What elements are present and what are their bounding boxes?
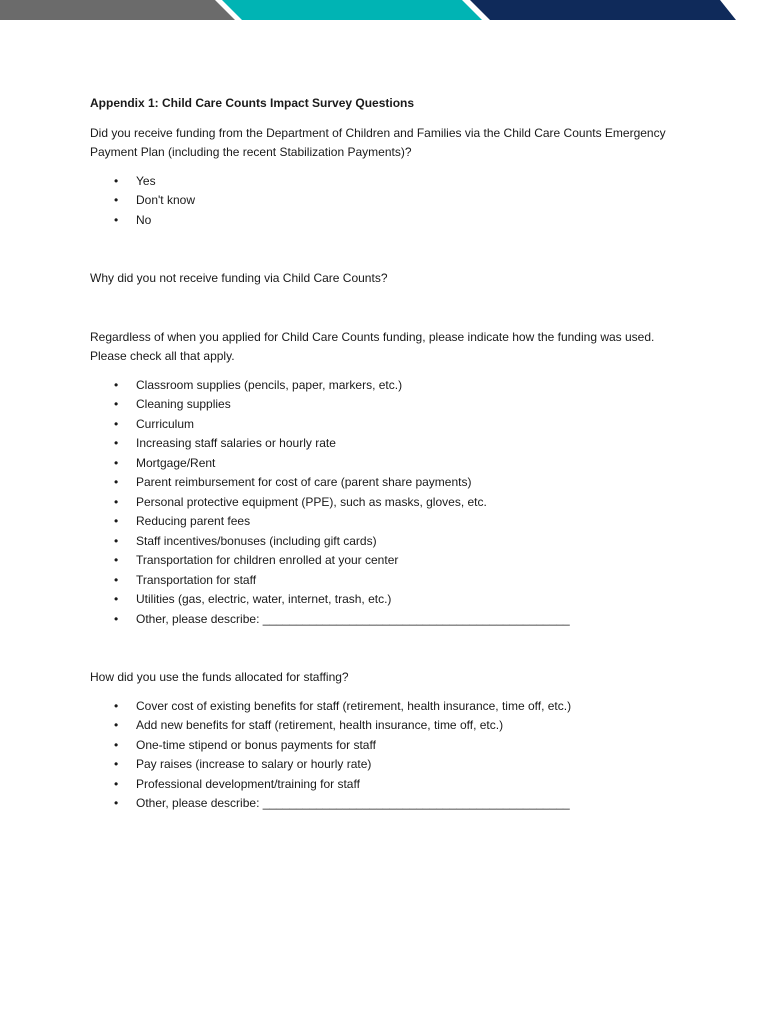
list-item: [90, 395, 690, 415]
list-item: [90, 736, 690, 756]
list-item: [90, 512, 690, 532]
bullet-icon: •: [114, 718, 119, 732]
bullet-icon: •: [114, 212, 119, 227]
option-label: Cleaning supplies: [136, 397, 231, 411]
list-item: [90, 434, 690, 454]
list-item: [90, 532, 690, 552]
option-label: Transportation for children enrolled at your center: [136, 553, 399, 567]
bullet-icon: •: [114, 173, 119, 188]
header-band-navy: [470, 0, 736, 20]
option-label: Yes: [136, 173, 156, 188]
bullet-icon: •: [114, 737, 119, 752]
question-2-text: Why did you not receive funding via Child Care Counts?: [90, 271, 388, 285]
list-item: [90, 211, 690, 231]
header-color-band: [0, 0, 770, 20]
bullet-icon: •: [114, 397, 119, 411]
option-label: Pay raises (increase to salary or hourly rate): [136, 757, 372, 771]
option-label: Other, please describe: ______________________________________________: [136, 796, 570, 810]
bullet-icon: •: [114, 475, 119, 489]
bullet-icon: •: [114, 757, 119, 771]
header-band-teal: [222, 0, 482, 20]
bullet-icon: •: [114, 533, 119, 548]
question-1-text: Did you receive funding from the Department of Children and Families via the Child Care Counts Emergency Payment Plan (including the recent Stabilization Payments)?: [90, 125, 666, 159]
list-item: [90, 590, 690, 610]
bullet-icon: •: [114, 553, 119, 567]
list-item: [90, 697, 690, 717]
option-label: Personal protective equipment (PPE), such as masks, gloves, etc.: [136, 494, 487, 509]
list-item: [90, 376, 690, 396]
option-label: Increasing staff salaries or hourly rate: [136, 436, 336, 450]
list-item: [90, 191, 690, 211]
document-body: [90, 94, 690, 814]
list-item: [90, 571, 690, 591]
bullet-icon: •: [114, 572, 119, 587]
option-label: Mortgage/Rent: [136, 455, 216, 470]
question-3-text: Regardless of when you applied for Child Care Counts funding, please indicate how the funding was used. Please check all that apply.: [90, 329, 655, 363]
bullet-icon: •: [114, 776, 119, 791]
appendix-title: Appendix 1: Child Care Counts Impact Survey Questions: [90, 96, 415, 110]
option-label: Utilities (gas, electric, water, internet, trash, etc.): [136, 592, 392, 606]
list-item: [90, 794, 690, 814]
option-label: No: [136, 212, 152, 227]
list-item: [90, 493, 690, 513]
question-4-text: How did you use the funds allocated for staffing?: [90, 670, 349, 684]
list-item: [90, 610, 690, 630]
list-item: [90, 755, 690, 775]
list-item: [90, 775, 690, 795]
option-label: Don't know: [136, 193, 195, 207]
option-label: Professional development/training for staff: [136, 776, 360, 791]
bullet-icon: •: [114, 494, 119, 509]
bullet-icon: •: [114, 416, 119, 431]
option-label: Other, please describe: ______________________________________________: [136, 611, 570, 626]
list-item: [90, 551, 690, 571]
header-band-gray: [0, 0, 235, 20]
question-3-options: [90, 376, 690, 630]
bullet-icon: •: [114, 611, 119, 626]
bullet-icon: •: [114, 436, 119, 450]
bullet-icon: •: [114, 796, 119, 810]
bullet-icon: •: [114, 698, 119, 713]
option-label: Parent reimbursement for cost of care (parent share payments): [136, 475, 472, 489]
option-label: Reducing parent fees: [136, 514, 251, 528]
list-item: [90, 473, 690, 493]
bullet-icon: •: [114, 193, 119, 207]
bullet-icon: •: [114, 514, 119, 528]
question-4-options: [90, 697, 690, 814]
question-1-options: [90, 172, 690, 231]
bullet-icon: •: [114, 377, 119, 392]
list-item: [90, 716, 690, 736]
option-label: Staff incentives/bonuses (including gift cards): [136, 533, 377, 548]
list-item: [90, 454, 690, 474]
option-label: Transportation for staff: [136, 572, 257, 587]
option-label: Cover cost of existing benefits for staff (retirement, health insurance, time off, etc.): [136, 698, 572, 713]
option-label: Add new benefits for staff (retirement, health insurance, time off, etc.): [136, 718, 504, 732]
list-item: [90, 415, 690, 435]
option-label: One-time stipend or bonus payments for staff: [136, 737, 376, 752]
option-label: Curriculum: [136, 416, 195, 431]
bullet-icon: •: [114, 592, 119, 606]
bullet-icon: •: [114, 455, 119, 470]
list-item: [90, 172, 690, 192]
option-label: Classroom supplies (pencils, paper, markers, etc.): [136, 377, 403, 392]
